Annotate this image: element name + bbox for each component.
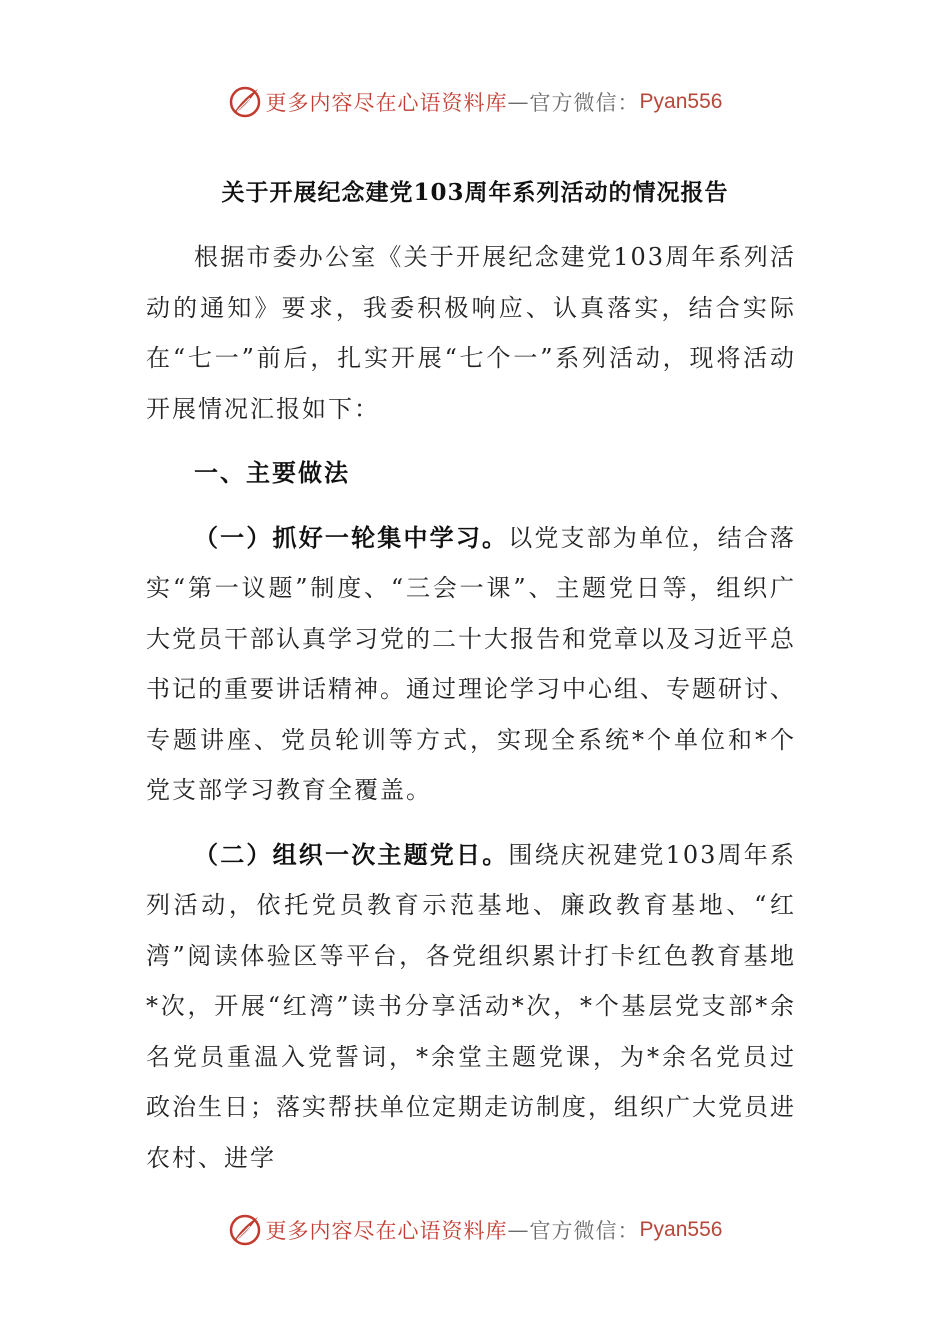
quill-logo-icon (228, 85, 262, 119)
item-1-paragraph (146, 513, 796, 816)
header-banner (0, 82, 950, 122)
intro-paragraph: 根据市委办公室《关于开展纪念建党103周年系列活动的通知》要求，我委积极响应、认真落实，结合实际在“七一”前后，扎实开展“七个一”系列活动，现将活动开展情况汇报如下： (146, 243, 796, 423)
footer-separator: — (507, 1218, 530, 1242)
item-1-body: 以党支部为单位，结合落实“第一议题”制度、“三会一课”、主题党日等，组织广大党员干部认真学习党的二十大报告和党章以及习近平总书记的重要讲话精神。通过理论学习中心组、专题研讨、专题讲座、党员轮训等方式，实现全系统*个单位和*个党支部学习教育全覆盖。 (146, 523, 797, 804)
document-body (146, 232, 796, 1183)
item-2-body: 围绕庆祝建党103周年系列活动，依托党员教育示范基地、廉政教育基地、“红湾”阅读体验区等平台，各党组织累计打卡红色教育基地*次，开展“红湾”读书分享活动*次，*个基层党支部*余名党员重温入党誓词，*余堂主题党课，为*余名党员过政治生日；落实帮扶单位定期走访制度，组织广大党员进农村、进学 (146, 840, 797, 1172)
item-1-lead: （一）抓好一轮集中学习。 (194, 522, 509, 552)
footer-banner (0, 1210, 950, 1250)
footer-brand-text: 更多内容尽在心语资料库 (265, 1219, 508, 1243)
document-title: 关于开展纪念建党103周年系列活动的情况报告 (221, 179, 729, 206)
header-brand-text: 更多内容尽在心语资料库 (265, 91, 508, 115)
header-wechat-label: 官方微信： (529, 91, 640, 115)
section-heading: 一、主要做法 (194, 458, 350, 487)
item-2-paragraph (146, 830, 796, 1184)
footer-wechat-id: Pyan556 (639, 1218, 723, 1241)
header-separator: — (507, 90, 530, 114)
item-2-lead: （二）组织一次主题党日。 (194, 839, 509, 869)
quill-logo-icon (228, 1213, 262, 1247)
header-wechat-id: Pyan556 (639, 90, 723, 113)
footer-wechat-label: 官方微信： (529, 1219, 640, 1243)
